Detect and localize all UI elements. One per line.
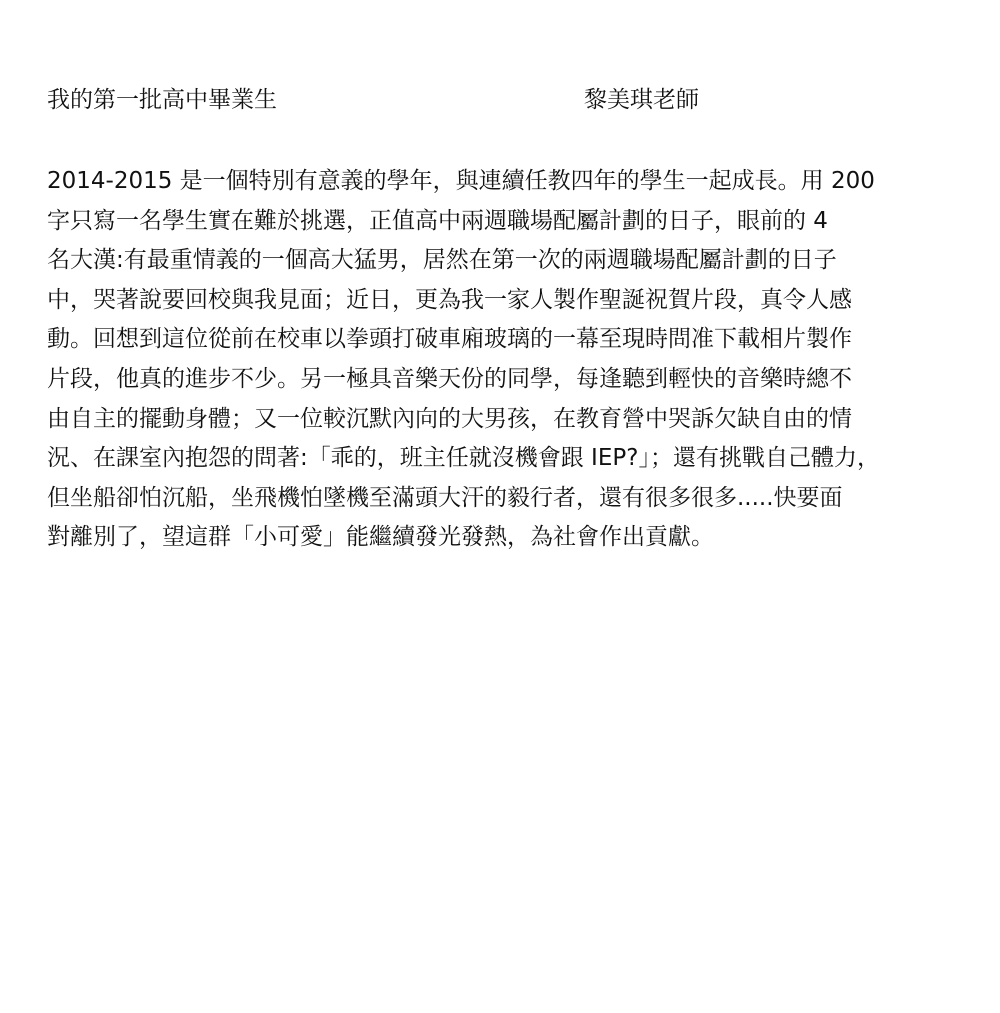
document-title: 我的第一批高中畢業生 (47, 87, 277, 113)
body-line: 動。回想到這位從前在校車以拳頭打破車廂玻璃的一幕至現時問准下載相片製作 (47, 326, 852, 353)
body-line: 對離別了，望這群「小可愛」能繼續發光發熱，為社會作出貢獻。 (47, 524, 714, 551)
body-line: 2014-2015 是一個特別有意義的學年，與連續任教四年的學生一起成長。用 200 (47, 168, 875, 194)
title-row (47, 84, 747, 116)
body-line: 名大漢:有最重情義的一個高大猛男，居然在第一次的兩週職場配屬計劃的日子 (47, 247, 837, 274)
body-line: 中，哭著說要回校與我見面；近日，更為我一家人製作聖誕祝賀片段，真令人感 (47, 286, 852, 313)
body-line: 但坐船卻怕沉船，坐飛機怕墜機至滿頭大汗的毅行者，還有很多很多.....快要面 (47, 484, 843, 511)
body-line: 片段，他真的進步不少。另一極具音樂天份的同學，每逢聽到輕快的音樂時總不 (47, 365, 852, 392)
body-line: 字只寫一名學生實在難於挑選，正值高中兩週職場配屬計劃的日子，眼前的 4 (47, 207, 828, 234)
document-author: 黎美琪老師 (584, 87, 699, 113)
body-line: 況、在課室內抱怨的問著:「乖的，班主任就沒機會跟 IEP?」；還有挑戰自己體力， (47, 445, 880, 472)
body-paragraph (47, 162, 967, 558)
body-line: 由自主的擺動身體；又一位較沉默內向的大男孩，在教育營中哭訴欠缺自由的情 (47, 405, 852, 432)
